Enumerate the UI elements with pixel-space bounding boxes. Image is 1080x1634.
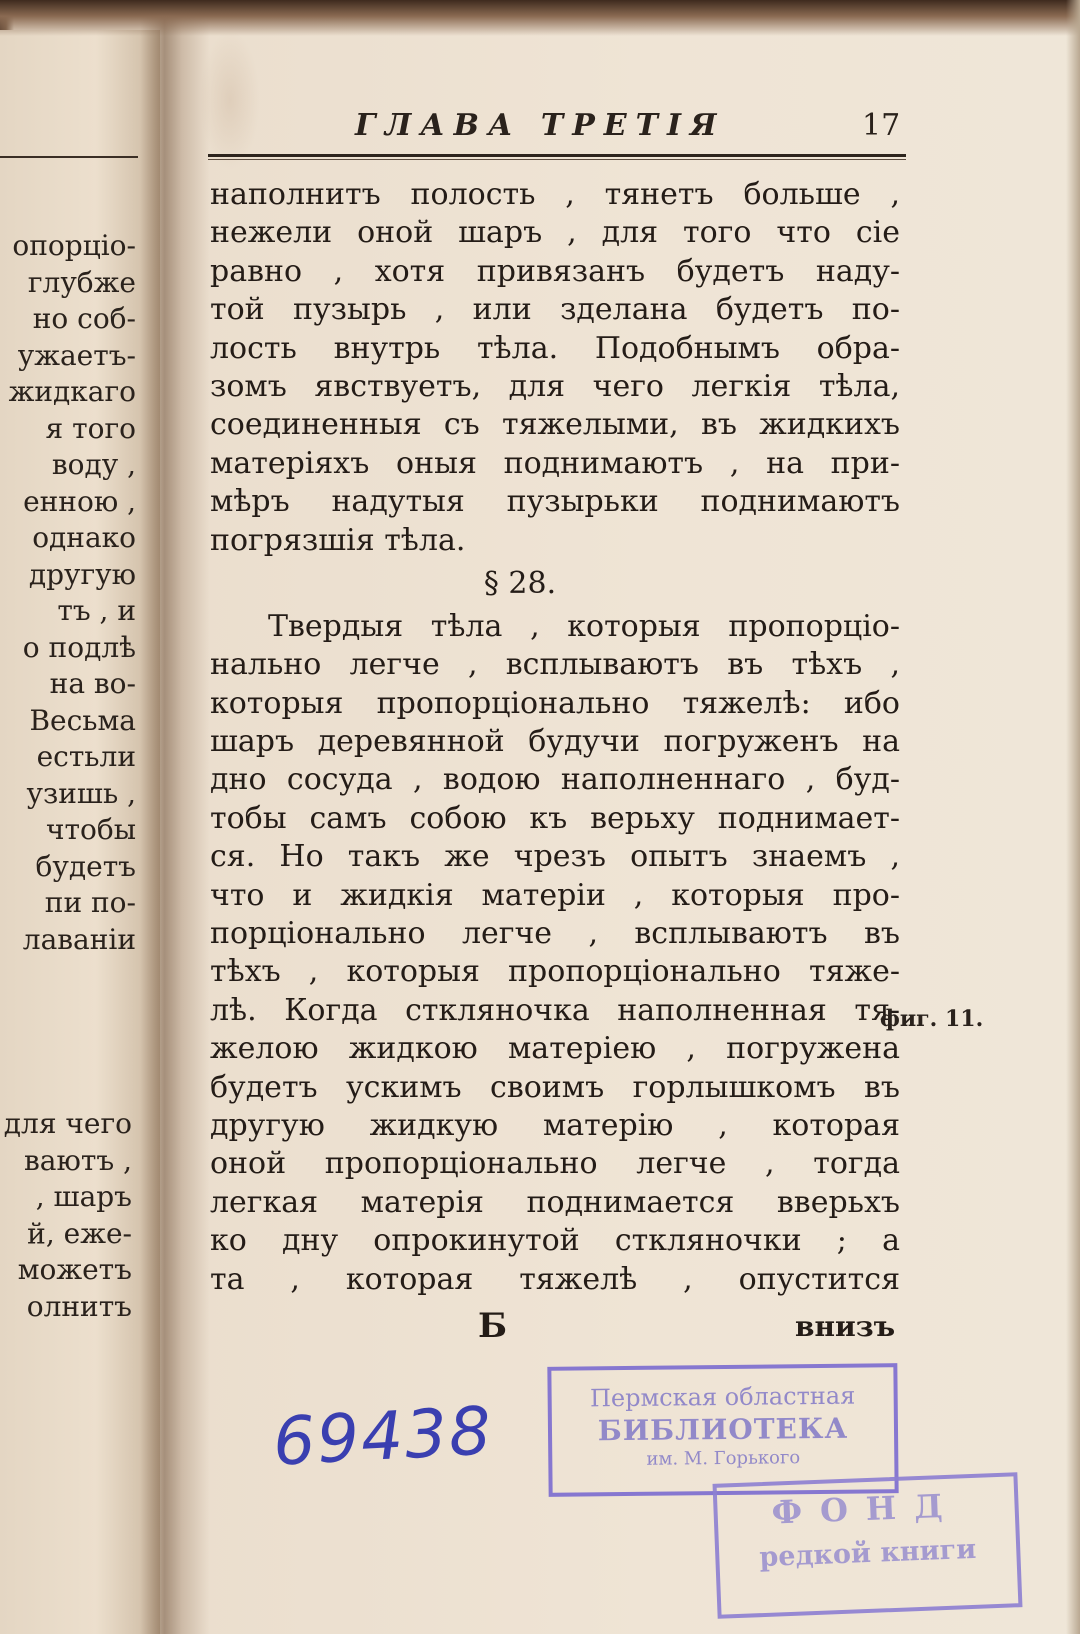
inventory-number: 69438 — [271, 1392, 495, 1481]
left-line: ваютъ , — [24, 1143, 132, 1177]
page-body — [210, 176, 900, 1299]
fund-stamp-line: редкой книги — [758, 1533, 977, 1574]
left-line: Весьма — [29, 703, 136, 737]
text-line: матеріяхъ оныя поднимаютъ , на при- — [210, 445, 900, 481]
left-line: пи по- — [44, 886, 136, 919]
text-line: порціонально легче , всплываютъ въ — [210, 916, 900, 952]
text-line: соединенныя съ тяжелыми, въ жидкихъ — [210, 407, 900, 443]
left-line: узишь , — [26, 776, 136, 810]
left-line: для чего — [3, 1107, 132, 1140]
text-line: ся. Но такъ же чрезъ опытъ знаемъ , — [210, 839, 900, 875]
text-line: погрязшія тѣла. — [210, 522, 466, 558]
left-line: о подлѣ — [22, 630, 136, 664]
left-line: но соб- — [32, 302, 136, 335]
library-stamp — [547, 1363, 898, 1497]
left-line: , шаръ — [35, 1180, 132, 1213]
running-head: ГЛАВА ТРЕТІЯ — [355, 108, 726, 143]
left-page-text — [0, 228, 136, 958]
signature-mark: Б — [478, 1306, 508, 1346]
left-line: воду , — [51, 448, 136, 481]
left-page-text-bottom — [0, 1105, 132, 1324]
book-gutter — [140, 0, 210, 1634]
text-line: которыя пропорціонально тяжелѣ: ибо — [210, 685, 900, 721]
left-line: й, еже- — [27, 1216, 132, 1250]
text-line: та , которая тяжелѣ , опустится — [210, 1261, 900, 1297]
text-line: шаръ деревянной будучи погруженъ на — [210, 724, 900, 760]
text-line: дно сосуда , водою наполненнаго , буд- — [210, 762, 900, 798]
section-heading: § 28. — [483, 565, 557, 601]
text-line: что и жидкія матеріи , которыя про- — [210, 877, 900, 913]
left-line: жидкаго — [8, 375, 136, 408]
text-line: другую жидкую матерію , которая — [210, 1107, 900, 1143]
left-line: енною , — [23, 484, 136, 518]
left-line: будетъ — [35, 849, 136, 883]
library-stamp-line: БИБЛИОТЕКА — [597, 1411, 849, 1448]
text-line: нежели оной шаръ , для того что сіе — [210, 215, 900, 251]
left-line: я того — [45, 411, 136, 445]
library-stamp-line: Пермская областная — [589, 1381, 856, 1413]
text-line: ко дну опрокинутой сткляночки ; а — [210, 1223, 900, 1259]
left-line: можетъ — [17, 1253, 132, 1286]
page-number: 17 — [862, 108, 901, 143]
left-line: другую — [28, 557, 136, 591]
left-line: тъ , и — [57, 594, 136, 627]
text-line: лость внутрь тѣла. Подобнымъ обра- — [210, 330, 900, 366]
text-line: равно , хотя привязанъ будетъ наду- — [210, 253, 900, 289]
header-rule — [208, 154, 906, 157]
page-edge — [1066, 0, 1080, 1634]
fund-stamp-line: ФОНД — [770, 1486, 962, 1532]
text-line: той пузырь , или зделана будетъ по- — [210, 292, 900, 328]
paper-stain — [200, 30, 260, 170]
left-line: олнитъ — [26, 1289, 132, 1323]
left-line: однако — [32, 521, 136, 554]
text-line: зомъ явствуетъ, для чего легкія тѣла, — [210, 368, 900, 404]
text-line: мѣръ надутыя пузырьки поднимаютъ — [210, 484, 900, 520]
text-line: оной пропорціонально легче , тогда — [210, 1146, 900, 1182]
text-line: легкая матерія поднимается вверьхъ — [210, 1184, 900, 1220]
text-line: желою жидкою матеріею , погружена — [210, 1031, 900, 1067]
library-stamp-line: им. М. Горького — [646, 1447, 801, 1470]
binding-shadow — [0, 0, 1080, 36]
left-line: лаваніи — [22, 922, 136, 956]
left-line: естьли — [36, 740, 136, 773]
rare-books-stamp — [713, 1472, 1023, 1619]
left-page-rule — [0, 156, 138, 158]
left-line: глубже — [27, 265, 136, 299]
text-line: Твердыя тѣла , которыя пропорціо- — [268, 608, 900, 644]
text-line: будетъ ускимъ своимъ горлышкомъ въ — [210, 1069, 900, 1105]
header-rule-thin — [208, 159, 906, 160]
catchword: внизъ — [795, 1310, 896, 1343]
margin-figure-note: фиг. 11. — [880, 1006, 984, 1032]
text-line: тѣхъ , которыя пропорціонально тяже- — [210, 954, 900, 990]
text-line: тобы самъ собою къ верьху поднимает- — [210, 800, 900, 836]
text-line: лѣ. Когда сткляночка наполненная тя- — [210, 992, 900, 1028]
text-line: нально легче , всплываютъ въ тѣхъ , — [210, 647, 900, 683]
text-line: наполнитъ полость , тянетъ больше , — [210, 177, 900, 212]
left-line: чтобы — [45, 813, 136, 846]
left-line: ужаетъ- — [17, 338, 136, 372]
left-line: опорцiо- — [12, 229, 136, 262]
left-line: на во- — [49, 667, 136, 700]
